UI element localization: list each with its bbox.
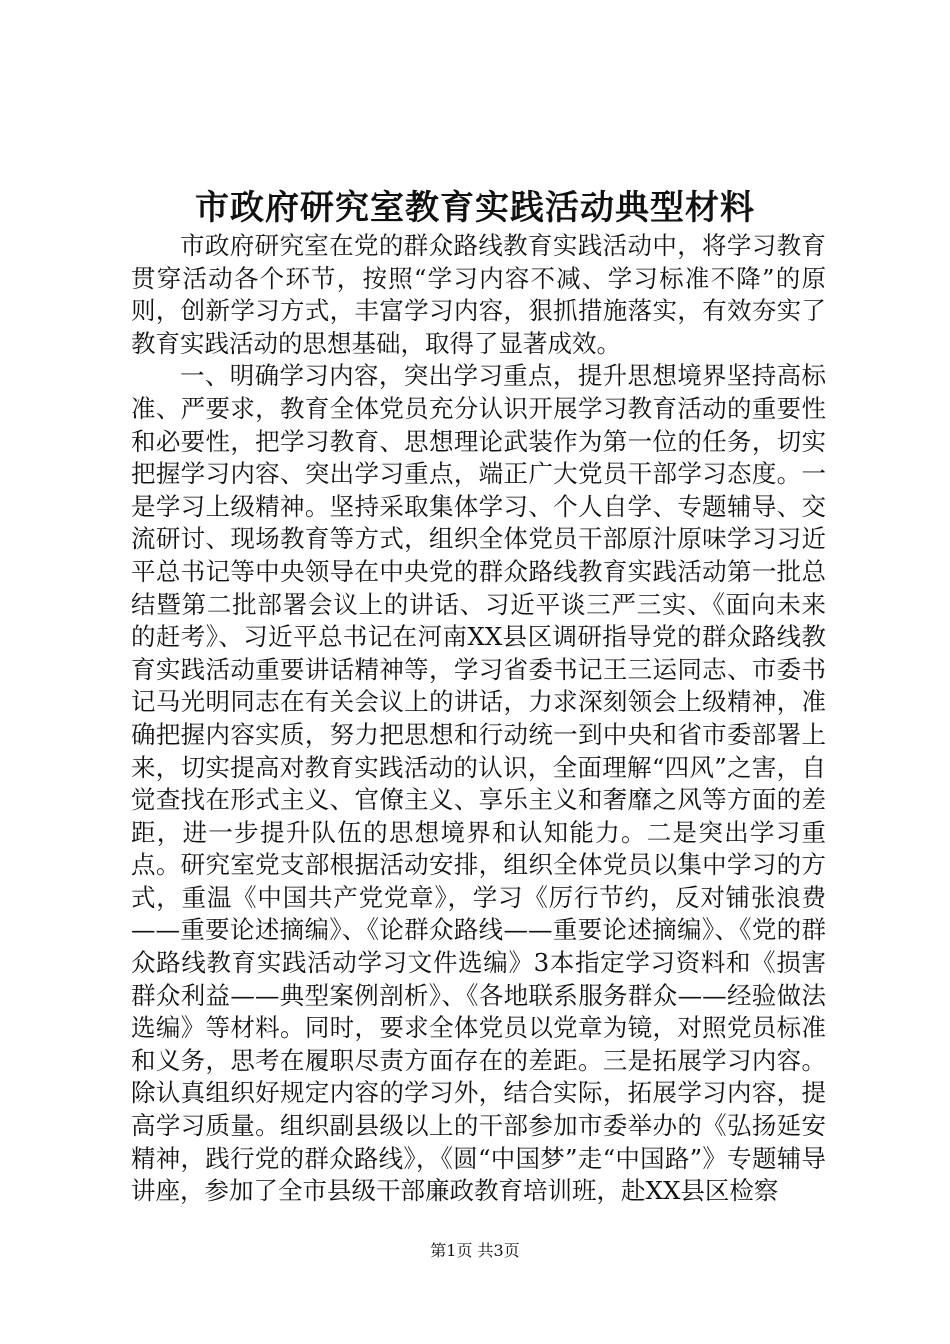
document-body xyxy=(131,230,826,1208)
page-number-footer: 第1页 共3页 xyxy=(430,1241,520,1260)
document-title: 市政府研究室教育实践活动典型材料 xyxy=(195,188,755,228)
paragraph-section-one: 一、明确学习内容，突出学习重点，提升思想境界坚持高标准、严要求，教育全体党员充分认识开展学习教育活动的重要性和必要性，把学习教育、思想理论武装作为第一位的任务，切实把握学习内容、突出学习重点，端正广大党员干部学习态度。一是学习上级精神。坚持采取集体学习、个人自学、专题辅导、交流研讨、现场教育等方式，组织全体党员干部原汁原味学习习近平总书记等中央领导在中央党的群众路线教育实践活动第一批总结暨第二批部署会议上的讲话、习近平谈三严三实、《面向未来的赶考》、习近平总书记在河南XX县区调研指导党的群众路线教育实践活动重要讲话精神等，学习省委书记王三运同志、市委书记马光明同志在有关会议上的讲话，力求深刻领会上级精神，准确把握内容实质，努力把思想和行动统一到中央和省市委部署上来，切实提高对教育实践活动的认识，全面理解“四风”之害，自觉查找在形式主义、官僚主义、享乐主义和奢靡之风等方面的差距，进一步提升队伍的思想境界和认知能力。二是突出学习重点。研究室党支部根据活动安排，组织全体党员以集中学习的方式，重温《中国共产党党章》，学习《厉行节约，反对铺张浪费——重要论述摘编》、《论群众路线——重要论述摘编》、《党的群众路线教育实践活动学习文件选编》3本指定学习资料和《损害群众利益——典型案例剖析》、《各地联系服务群众——经验做法选编》等材料。同时，要求全体党员以党章为镜，对照党员标准和义务，思考在履职尽责方面存在的差距。三是拓展学习内容。除认真组织好规定内容的学习外，结合实际，拓展学习内容，提高学习质量。组织副县级以上的干部参加市委举办的《弘扬延安精神，践行党的群众路线》，《圆“中国梦”走“中国路”》专题辅导讲座，参加了全市县级干部廉政教育培训班，赴XX县区检察 xyxy=(131,361,826,1206)
paragraph-intro: 市政府研究室在党的群众路线教育实践活动中，将学习教育贯穿活动各个环节，按照“学习内容不减、学习标准不降”的原则，创新学习方式，丰富学习内容，狠抓措施落实，有效夯实了教育实践活动的思想基础，取得了显著成效。 xyxy=(131,231,826,358)
